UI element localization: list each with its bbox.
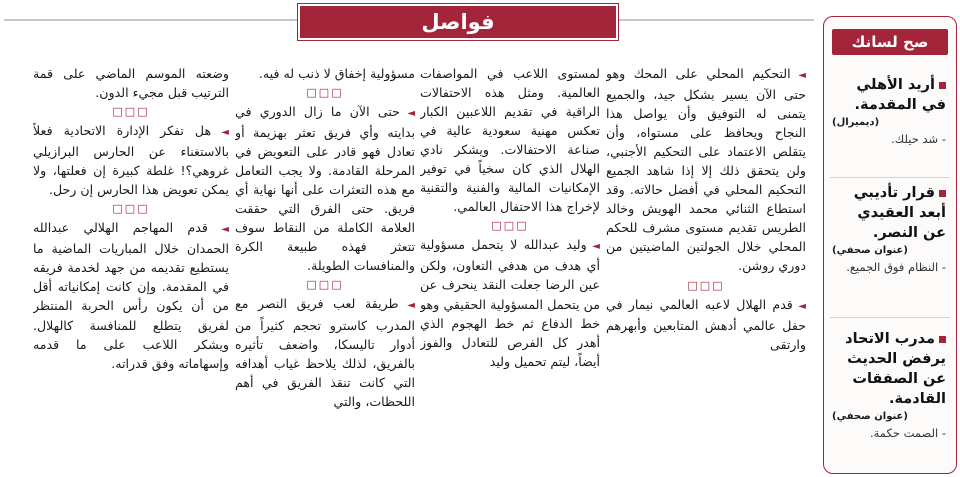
sidebar-box bbox=[823, 16, 957, 474]
sidebar-item-source: (ديميرال) bbox=[832, 117, 880, 128]
column-1-paragraph-2: ◄ قدم الهلال لاعبه العالمي نيمار في حفل عالمي أدهش المتابعين وأبهرهم وارتقى bbox=[606, 296, 806, 352]
sidebar-header bbox=[832, 29, 948, 55]
column-3-paragraph-3: ◄ طريقة لعب فريق النصر مع المدرب كاسترو تحجم كثيراً من أدوار تاليسكا، واضعف تأثيره بالفريق، لذلك يلاحظ غياب أهدافه التي كانت تنقذ الفريق في أهم اللحظات، والتي bbox=[235, 296, 415, 409]
separator: □□□ bbox=[687, 278, 725, 292]
column-3-paragraph-2: ◄ حتى الآن ما زال الدوري في بدايته وأي فريق تعثر بهزيمة أو تعادل فهو قادر على التعويض في المرحلة القادمة. ولا يجب التعامل مع هذه التعثرات على أنها نهاية أي فريق. حتى الفرق التي حققت العلامة الكاملة من النقاط سوف تتعثر فهذه طبيعة الكرة والمنافسات الطويلة. bbox=[235, 104, 415, 274]
column-2 bbox=[420, 64, 600, 472]
column-4 bbox=[33, 64, 229, 472]
section-title: فواصل bbox=[421, 10, 495, 34]
column-3-paragraph-1: مسؤولية إخفاق لا ذنب له فيه. bbox=[258, 66, 415, 81]
sidebar-item-title: أريد الأهلي في المقدمة. bbox=[854, 77, 946, 113]
sidebar-item-comment: - شد حيلك. bbox=[891, 132, 946, 146]
header-rule-left bbox=[4, 19, 298, 21]
sidebar-item-2 bbox=[832, 183, 946, 276]
separator: □□□ bbox=[112, 202, 150, 216]
column-4-paragraph-1: وضعته الموسم الماضي على قمة الترتيب قبل مجيء الدون. bbox=[33, 66, 229, 101]
bullet-triangle-icon: ◄ bbox=[792, 300, 806, 312]
sidebar-item-comment: - النظام فوق الجميع. bbox=[846, 260, 946, 274]
column-1-paragraph-1: ◄ التحكيم المحلي على المحك وهو حتى الآن يسير بشكل جيد، والجميع يتمنى له التوفيق وأن يواصل هذا النجاح ويحافظ على مستواه، وأن يتقلص الاعتماد على التحكيم الأجنبي، ولن يتحقق ذلك إلا إذا شاهد الجميع التحكيم المحلي في أفضل حالاته. وقد استطاع الثنائي محمد الهويش وخالد الطريس تقديم مستوى مشرف للحكم المحلي خلال الجولتين الماضيتين من دوري روشن. bbox=[606, 66, 806, 274]
sidebar-item-source: (عنوان صحفي) bbox=[832, 245, 908, 256]
bullet-triangle-icon: ◄ bbox=[399, 108, 415, 120]
sidebar-divider bbox=[830, 317, 950, 318]
header-rule-right bbox=[614, 19, 814, 21]
section-banner bbox=[298, 4, 618, 40]
sidebar-title: صح لسانك bbox=[851, 33, 929, 51]
separator: □□□ bbox=[112, 105, 150, 119]
separator: □□□ bbox=[491, 219, 529, 233]
column-3 bbox=[235, 64, 415, 472]
square-bullet-icon bbox=[939, 190, 946, 197]
column-1 bbox=[606, 64, 806, 472]
column-2-paragraph-2: ◄ وليد عبدالله لا يتحمل مسؤولية أي هدف من هدفي التعاون، ولكن عين الرضا جعلت النقد ينحرف عن من يتحمل المسؤولية الحقيقي وهو خط الدفاع ثم خط الهجوم الذي أهدر كل الفرص للتعادل والفوز أيضاً، ليتم تحميل وليد bbox=[420, 237, 600, 369]
square-bullet-icon bbox=[939, 82, 946, 89]
separator: □□□ bbox=[306, 86, 344, 100]
sidebar-divider bbox=[830, 177, 950, 178]
square-bullet-icon bbox=[939, 336, 946, 343]
sidebar-item-source: (عنوان صحفي) bbox=[832, 411, 908, 422]
sidebar-item-comment: - الصمت حكمة. bbox=[869, 426, 946, 440]
column-4-paragraph-3: ◄ قدم المهاجم الهلالي عبدالله الحمدان خلال المباريات الماضية ما يستطيع تقديمه من جهد لخدمة فريقه في المقدمة. وإن كانت إمكانياته أقل من أن يكون رأس الحربة المنتظر لفريق يتطلع للمنافسة كالهلال. ويشكر اللاعب على ما قدمه وإسهاماته وفق قدراته. bbox=[33, 220, 229, 371]
bullet-triangle-icon: ◄ bbox=[211, 127, 229, 139]
sidebar-item-3 bbox=[832, 329, 946, 442]
sidebar-item-title: مدرب الاتحاد يرفض الحديث عن الصفقات القادمة. bbox=[845, 331, 946, 407]
bullet-triangle-icon: ◄ bbox=[398, 300, 415, 312]
column-4-paragraph-2: ◄ هل تفكر الإدارة الاتحادية فعلاً بالاستغناء عن الحارس البرازيلي غروهي؟! غلطة كبيرة إن فعلتها، ولا يمكن تعويض هذا الحارس إن رحل. bbox=[33, 123, 229, 198]
sidebar-item-1 bbox=[832, 75, 946, 148]
separator: □□□ bbox=[306, 278, 344, 292]
column-2-paragraph-1: لمستوى اللاعب في المواصفات العالمية. ومثل هذه الاحتفالات الراقية في تقديم اللاعبين الكبار تعكس مهنية سعودية عالية في صناعة الاحتفالات. ويشكر نادي الهلال الذي كان سخياً في توفير الإمكانيات المالية والفنية والتقنية لإخراج هذا الاحتفال العالمي. bbox=[420, 66, 600, 215]
sidebar-item-title: قرار تأديبي أبعد العقيدي عن النصر. bbox=[853, 185, 946, 241]
bullet-triangle-icon: ◄ bbox=[586, 241, 600, 253]
bullet-triangle-icon: ◄ bbox=[790, 70, 806, 81]
bullet-triangle-icon: ◄ bbox=[207, 224, 229, 236]
